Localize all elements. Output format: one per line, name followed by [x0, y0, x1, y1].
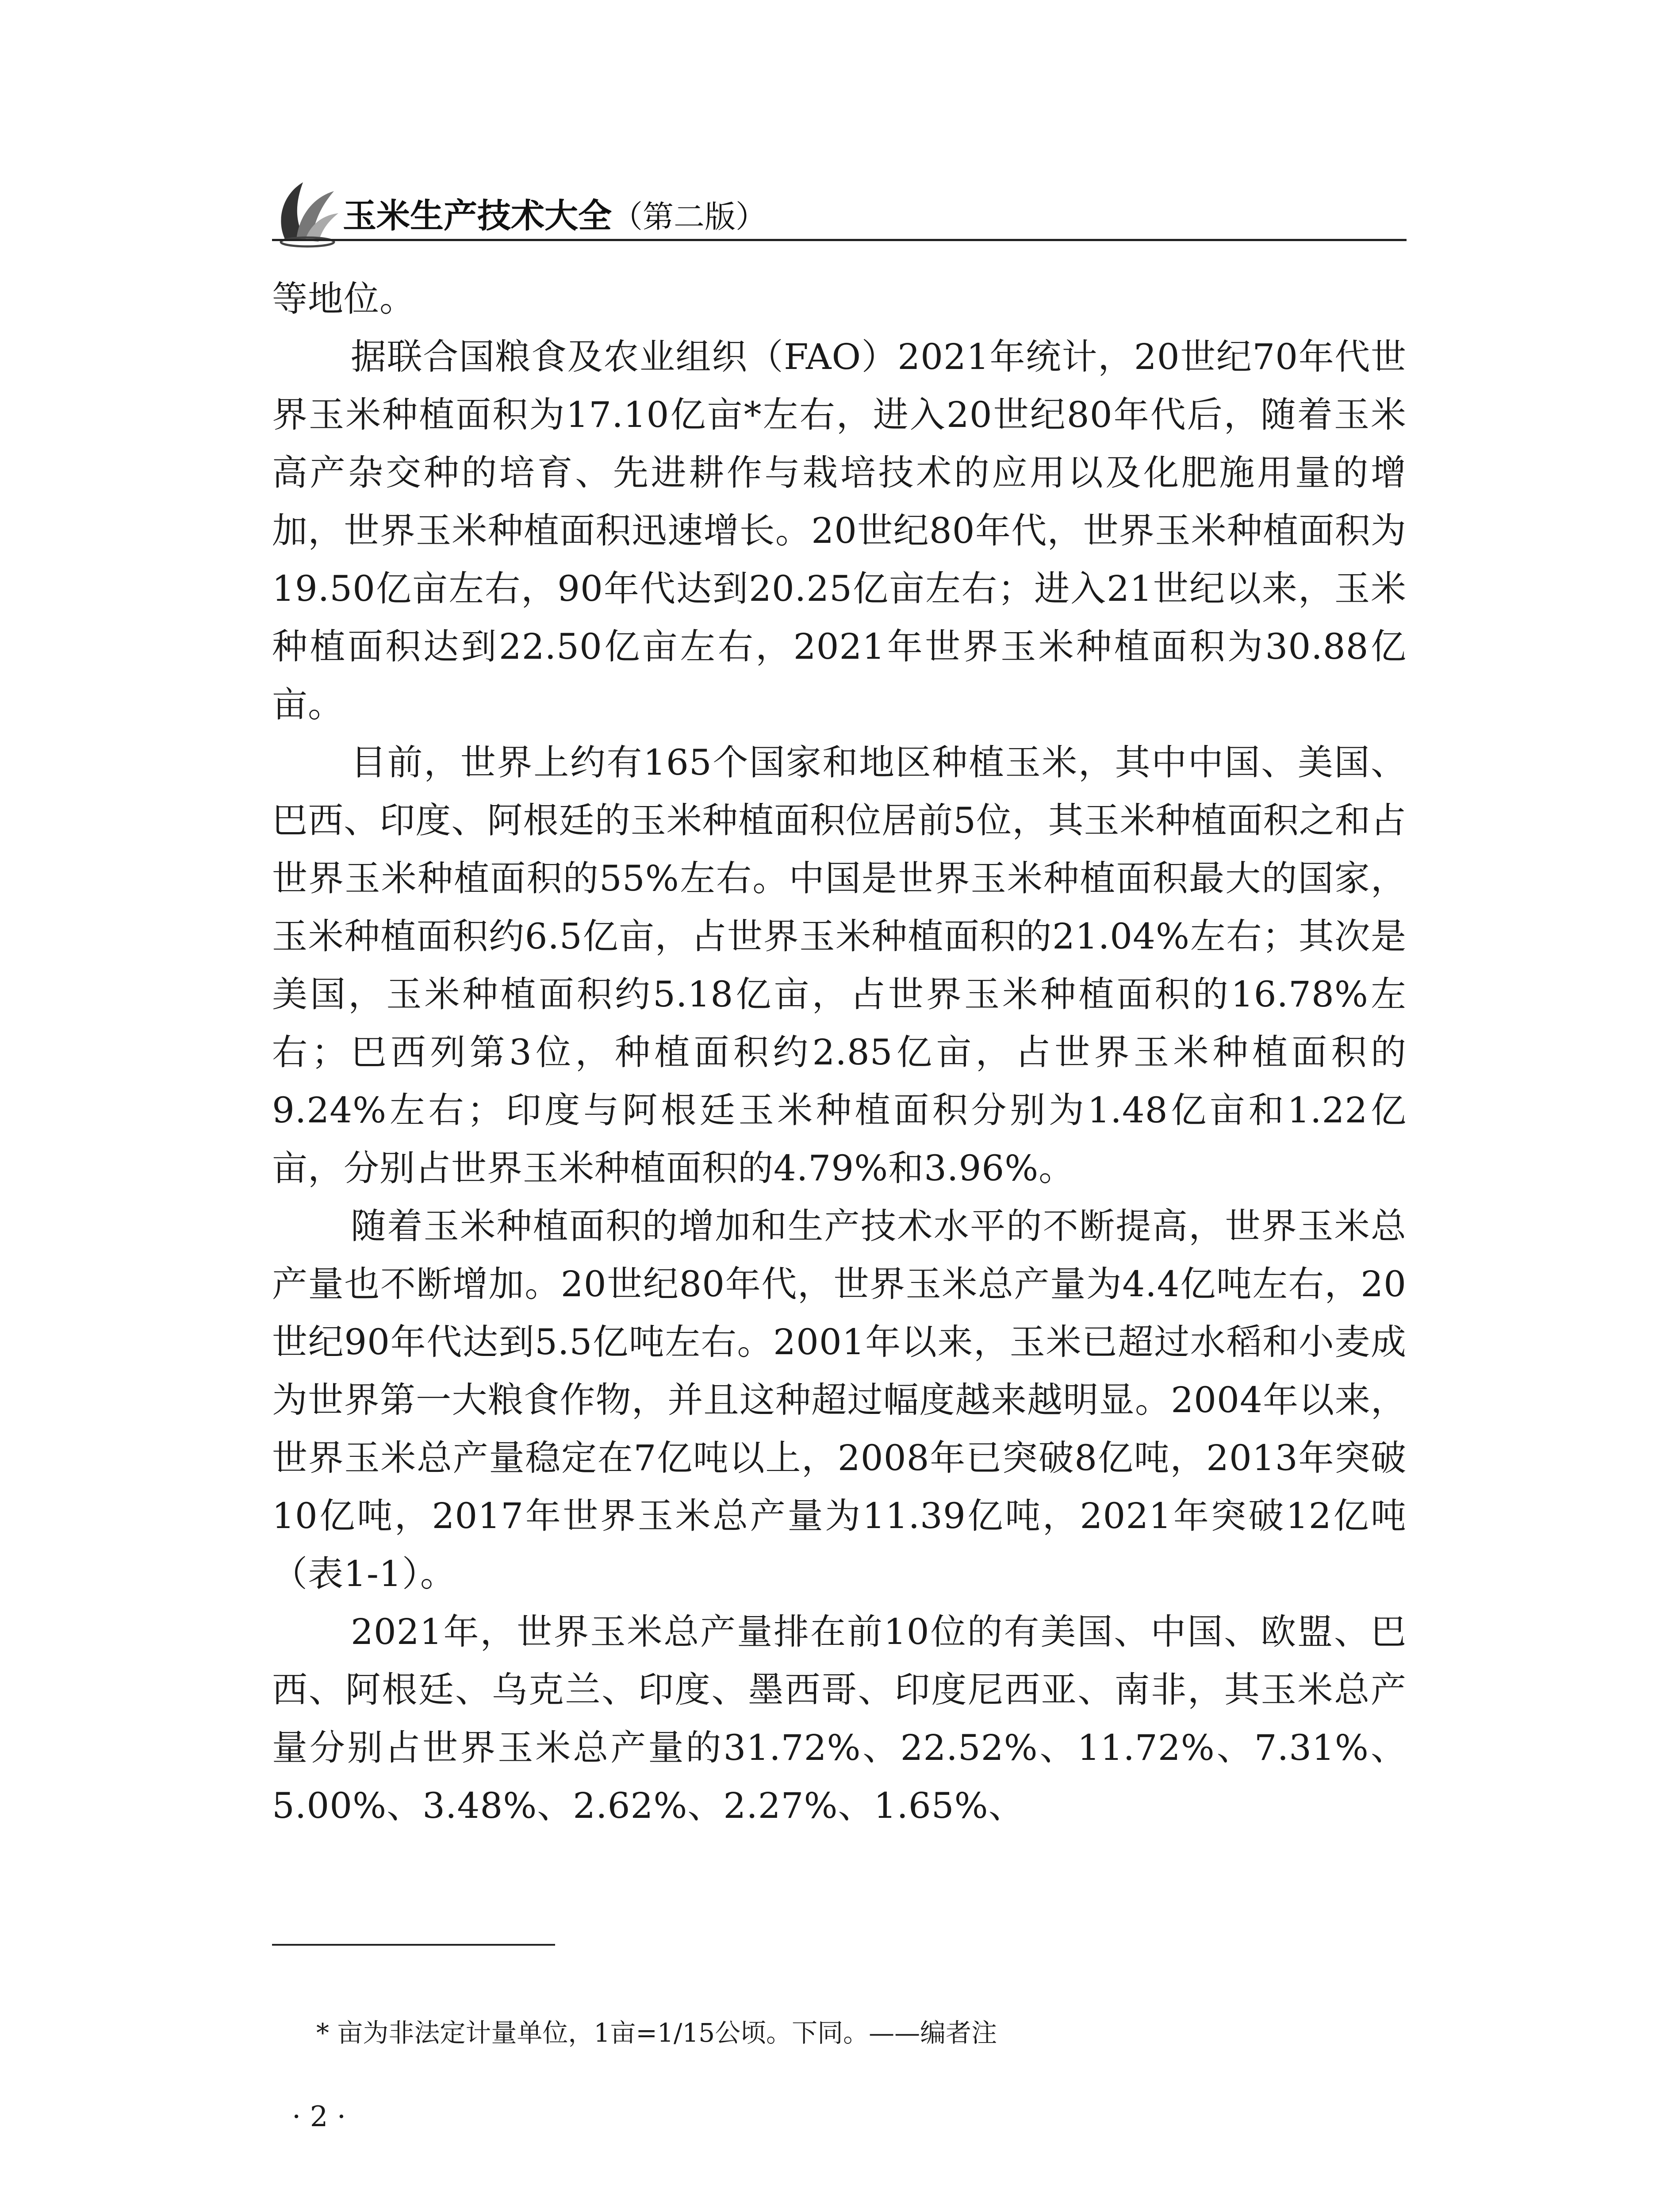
paragraph-continuation: 等地位。 [272, 278, 415, 319]
book-title: 玉米生产技术大全 [343, 196, 612, 235]
header-rule [272, 239, 1407, 241]
paragraph-total-production: 随着玉米种植面积的增加和生产技术水平的不断提高，世界玉米总产量也不断增加。20世纪80年代，世界玉米总产量为4.4亿吨左右，20世纪90年代达到5.5亿吨左右。2001年以来，玉米已超过水稻和小麦成为世界第一大粮食作物，并且这种超过幅度越来越明显。2004年以来，世界玉米总产量稳定在7亿吨以上，2008年已突破8亿吨，2013年突破10亿吨，2017年世界玉米总产量为11.39亿吨，2021年突破12亿吨（表1-1）。 [272, 1206, 1407, 1594]
paragraph-planting-area-countries: 目前，世界上约有165个国家和地区种植玉米，其中中国、美国、巴西、印度、阿根廷的玉米种植面积位居前5位，其玉米种植面积之和占世界玉米种植面积的55%左右。中国是世界玉米种植面积最大的国家，玉米种植面积约6.5亿亩，占世界玉米种植面积的21.04%左右；其次是美国，玉米种植面积约5.18亿亩，占世界玉米种植面积的16.78%左右；巴西列第3位，种植面积约2.85亿亩，占世界玉米种植面积的9.24%左右；印度与阿根廷玉米种植面积分别为1.48亿亩和1.22亿亩，分别占世界玉米种植面积的4.79%和3.96%。 [272, 742, 1407, 1189]
corn-leaf-logo-icon [272, 173, 343, 249]
footnote-rule [272, 1944, 555, 1946]
page-number: · 2 · [292, 2101, 346, 2133]
running-header-title [343, 194, 767, 239]
running-header [272, 165, 1407, 257]
paragraph-planting-area-history: 据联合国粮食及农业组织（FAO）2021年统计，20世纪70年代世界玉米种植面积为17.10亿亩*左右，进入20世纪80年代后，随着玉米高产杂交种的培育、先进耕作与栽培技术的应用以及化肥施用量的增加，世界玉米种植面积迅速增长。20世纪80年代，世界玉米种植面积为19.50亿亩左右，90年代达到20.25亿亩左右；进入21世纪以来，玉米种植面积达到22.50亿亩左右，2021年世界玉米种植面积为30.88亿亩。 [272, 336, 1407, 725]
book-edition: （第二版） [612, 199, 767, 235]
body-text [272, 270, 1407, 1835]
footnote: * 亩为非法定计量单位，1亩=1/15公顷。下同。——编者注 [316, 2018, 997, 2048]
paragraph-top-producers: 2021年，世界玉米总产量排在前10位的有美国、中国、欧盟、巴西、阿根廷、乌克兰、印度、墨西哥、印度尼西亚、南非，其玉米总产量分别占世界玉米总产量的31.72%、22.52%、11.72%、7.31%、5.00%、3.48%、2.62%、2.27%、1.65%、 [272, 1611, 1407, 1826]
